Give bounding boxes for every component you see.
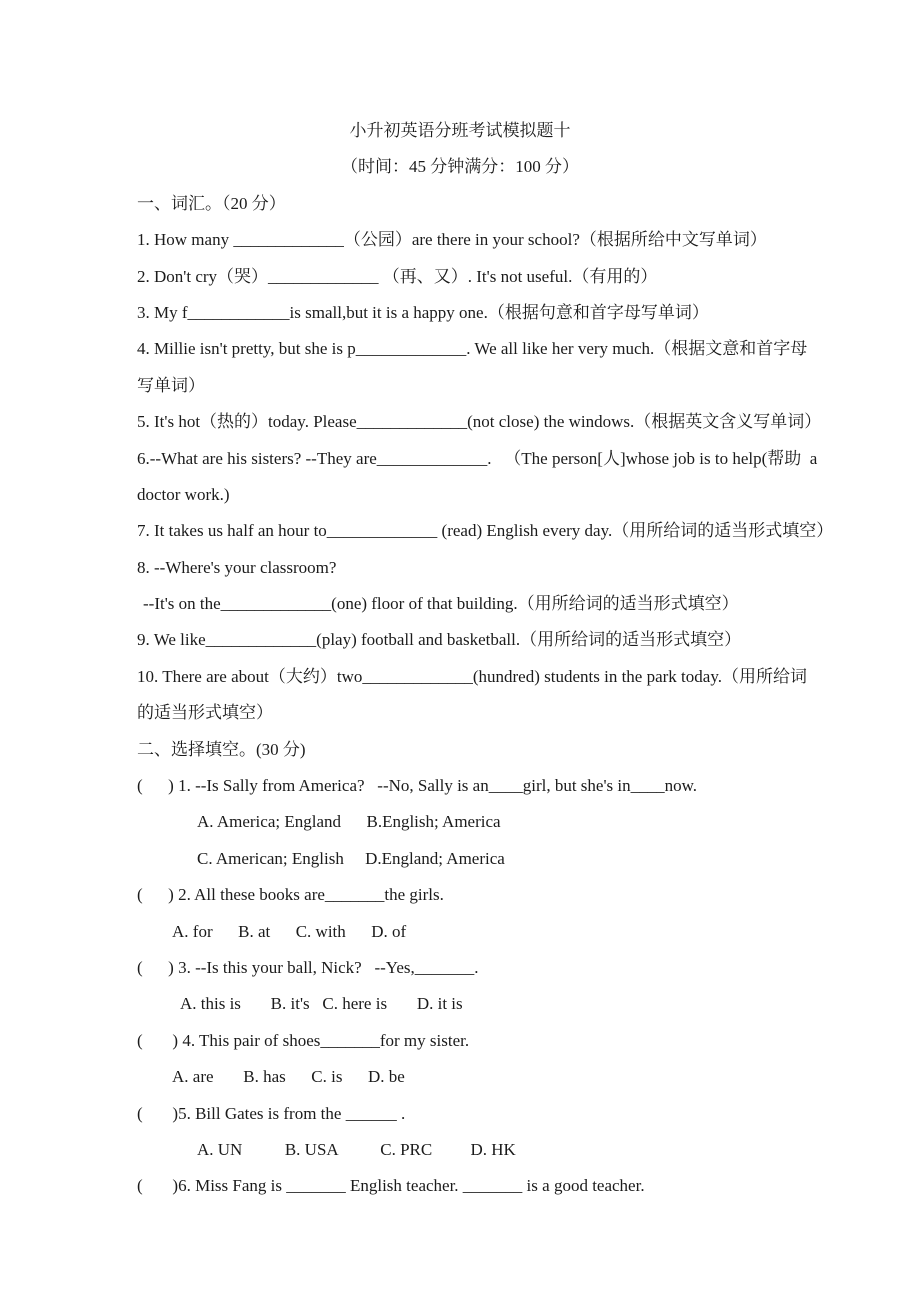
- mc2-options: A. for B. at C. with D. of: [172, 921, 407, 941]
- mc3-question-line: ( ) 3. --Is this your ball, Nick? --Yes,_______.: [137, 957, 479, 977]
- mc6-question-line: ( )6. Miss Fang is _______ English teacher. _______ is a good teacher.: [137, 1176, 645, 1196]
- section1-heading: 一、词汇。（20 分）: [137, 193, 286, 213]
- mc2-question-line: ( ) 2. All these books are_______the girls.: [137, 885, 444, 905]
- exam-title: 小升初英语分班考试模拟题十: [349, 121, 571, 140]
- q5-line: 5. It's hot（热的）today. Please_____________(not close) the windows.（根据英文含义写单词）: [137, 412, 822, 432]
- mc4-options: A. are B. has C. is D. be: [172, 1067, 405, 1087]
- q7-line: 7. It takes us half an hour to_____________ (read) English every day.（用所给词的适当形式填空）: [137, 521, 834, 541]
- mc5-question-line: ( )5. Bill Gates is from the ______ .: [137, 1103, 406, 1123]
- q8-line-2: --It's on the_____________(one) floor of that building.（用所给词的适当形式填空）: [143, 594, 739, 614]
- q10-line-2: 的适当形式填空）: [137, 703, 273, 723]
- mc3-options: A. this is B. it's C. here is D. it is: [180, 994, 463, 1014]
- exam-time-score-note: （时间：45 分钟满分：100 分）: [341, 157, 579, 177]
- q6-line-1: 6.--What are his sisters? --They are_____________. （The person[人]whose job is to help(帮助 a: [137, 448, 818, 468]
- q9-line: 9. We like_____________(play) football and basketball.（用所给词的适当形式填空）: [137, 630, 742, 650]
- q10-line-1: 10. There are about（大约）two_____________(hundred) students in the park today.（用所给词: [137, 666, 807, 686]
- mc1-question-line: ( ) 1. --Is Sally from America? --No, Sally is an____girl, but she's in____now.: [137, 776, 698, 796]
- mc5-options: A. UN B. USA C. PRC D. HK: [197, 1139, 516, 1159]
- q4-line-2: 写单词）: [137, 375, 205, 395]
- mc1-options-ab: A. America; England B.English; America: [197, 812, 501, 832]
- q2-line: 2. Don't cry（哭）_____________ （再、又）. It's not useful.（有用的）: [137, 266, 658, 286]
- exam-body: [0, 186, 920, 1205]
- q6-line-2: doctor work.): [137, 484, 230, 504]
- q4-line-1: 4. Millie isn't pretty, but she is p_____________. We all like her very much.（根据文意和首字母: [137, 339, 808, 359]
- section2-heading: 二、选择填空。(30 分): [137, 739, 306, 759]
- q3-line: 3. My f____________is small,but it is a happy one.（根据句意和首字母写单词）: [137, 302, 709, 322]
- mc1-options-cd: C. American; English D.England; America: [197, 848, 505, 868]
- mc4-question-line: ( ) 4. This pair of shoes_______for my sister.: [137, 1030, 470, 1050]
- q1-line: 1. How many _____________（公园）are there in your school?（根据所给中文写单词）: [137, 230, 767, 250]
- q8-line-1: 8. --Where's your classroom?: [137, 557, 337, 577]
